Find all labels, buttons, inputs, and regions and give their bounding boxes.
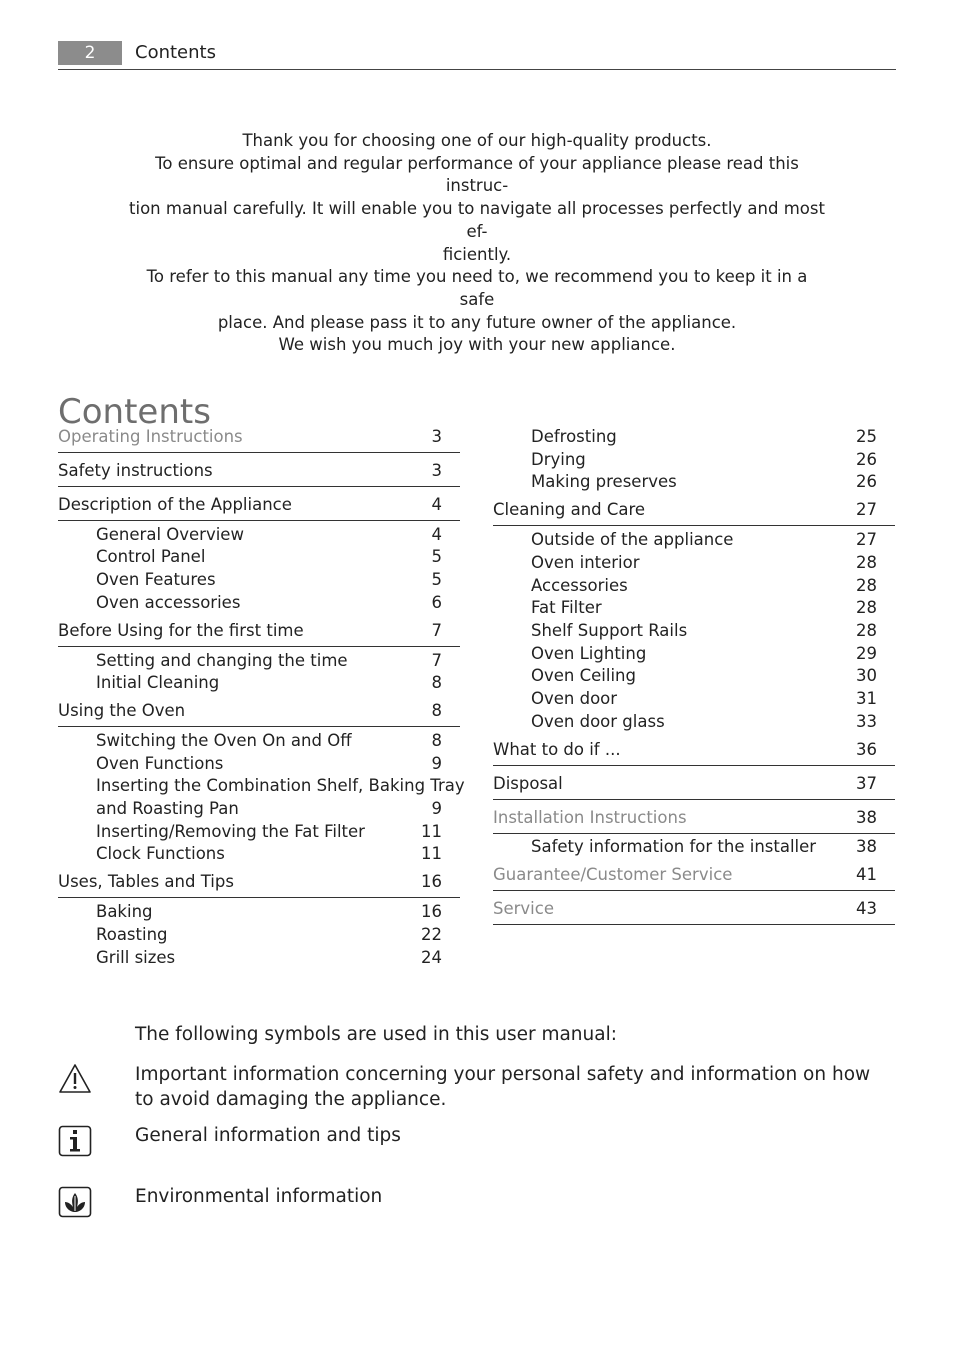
intro-line: To ensure optimal and regular performance of your appliance please read this instruc- — [155, 153, 799, 196]
toc-label: Defrosting — [531, 427, 617, 446]
toc-subentry — [531, 643, 877, 665]
page-header — [58, 41, 896, 70]
toc-page-number: 9 — [431, 799, 442, 818]
toc-subentry — [96, 775, 465, 797]
toc-subentry — [531, 688, 877, 710]
toc-subentry — [531, 529, 877, 551]
toc-page-number: 8 — [431, 701, 442, 721]
info-icon — [58, 1123, 92, 1157]
toc-page-number: 26 — [856, 472, 877, 492]
toc-page-number: 8 — [431, 730, 442, 750]
toc-page-number: 16 — [421, 872, 442, 892]
toc-subentry — [96, 947, 442, 969]
toc-page-number: 38 — [856, 807, 877, 827]
toc-page-number: 11 — [421, 821, 442, 841]
toc-page-number: 29 — [856, 643, 877, 663]
toc-label: Making preserves — [531, 472, 677, 492]
toc-divider — [58, 452, 460, 453]
toc-subentry — [96, 546, 442, 568]
intro-line: place. And please pass it to any future owner of the appliance. — [217, 312, 737, 332]
toc-page-number: 27 — [856, 500, 877, 520]
toc-section — [493, 499, 877, 521]
toc-label: Baking — [96, 902, 153, 922]
warning-triangle-icon — [58, 1062, 92, 1096]
toc-section — [58, 620, 442, 642]
toc-label: Drying — [531, 449, 586, 469]
toc-label: Oven accessories — [96, 592, 241, 612]
toc-page-number: 16 — [421, 902, 442, 922]
toc-page-number: 27 — [856, 530, 877, 550]
toc-page-number: 31 — [856, 689, 877, 708]
toc-label: Oven Features — [96, 570, 216, 590]
toc-subentry — [96, 650, 442, 672]
toc-subentry — [96, 524, 442, 546]
toc-subentry — [531, 426, 877, 448]
intro-line: Thank you for choosing one of our high-quality products. — [242, 131, 712, 150]
toc-subentry — [531, 575, 877, 597]
toc-label: Roasting — [96, 924, 168, 944]
environment-icon — [58, 1184, 92, 1218]
toc-label: Fat Filter — [531, 598, 602, 618]
toc-subentry — [96, 843, 442, 865]
toc-label: Setting and changing the time — [96, 650, 348, 670]
toc-divider — [493, 525, 895, 526]
toc-page-number: 38 — [856, 837, 877, 857]
toc-label: Using the Oven — [58, 701, 186, 721]
toc-page-number: 4 — [431, 495, 442, 514]
toc-divider — [493, 924, 895, 925]
toc-label: and Roasting Pan — [96, 799, 239, 818]
toc-heading — [493, 898, 877, 920]
toc-subentry — [96, 753, 442, 775]
toc-page-number: 25 — [856, 427, 877, 446]
toc-label: Description of the Appliance — [58, 495, 292, 514]
toc-subentry — [531, 471, 877, 493]
toc-label: What to do if ... — [493, 739, 621, 759]
toc-page-number: 24 — [421, 947, 442, 967]
toc-label: Initial Cleaning — [96, 673, 220, 693]
toc-page-number: 36 — [856, 739, 877, 759]
toc-page-number: 28 — [856, 575, 877, 595]
intro-text — [128, 130, 826, 357]
toc-label: Safety instructions — [58, 461, 213, 480]
toc-page-number: 6 — [431, 592, 442, 612]
toc-page-number: 43 — [856, 899, 877, 919]
toc-label: Outside of the appliance — [531, 530, 734, 550]
toc-section — [58, 460, 442, 482]
toc-page-number: 30 — [856, 666, 877, 686]
toc-section — [493, 739, 877, 761]
toc-label: Control Panel — [96, 547, 206, 567]
toc-label: Installation Instructions — [493, 807, 687, 827]
toc-subentry — [96, 798, 442, 820]
toc-label: Grill sizes — [96, 947, 176, 967]
toc-subentry — [531, 836, 877, 858]
toc-divider — [58, 897, 460, 898]
toc-label: Oven Ceiling — [531, 666, 636, 686]
toc-divider — [493, 765, 895, 766]
toc-label: Oven interior — [531, 552, 640, 572]
toc-divider — [58, 520, 460, 521]
toc-section — [58, 700, 442, 722]
toc-subentry — [531, 449, 877, 471]
toc-label: Inserting/Removing the Fat Filter — [96, 821, 365, 841]
toc-subentry — [96, 924, 442, 946]
toc-divider — [493, 799, 895, 800]
toc-label: Disposal — [493, 773, 563, 793]
toc-section — [58, 494, 442, 516]
toc-subentry — [531, 665, 877, 687]
toc-label: Oven door — [531, 689, 618, 708]
toc-subentry — [96, 821, 442, 843]
toc-subentry — [531, 711, 877, 733]
toc-page-number: 28 — [856, 620, 877, 640]
toc-subentry — [531, 620, 877, 642]
toc-section — [58, 871, 442, 893]
toc-label: Operating Instructions — [58, 427, 243, 446]
intro-line: ficiently. — [442, 244, 512, 264]
toc-page-number: 28 — [856, 552, 877, 572]
toc-label: Before Using for the first time — [58, 620, 304, 640]
toc-subentry — [531, 552, 877, 574]
toc-page-number: 33 — [856, 711, 877, 731]
toc-label: Accessories — [531, 575, 628, 595]
contents-title: Contents — [58, 391, 211, 432]
toc-label: Shelf Support Rails — [531, 620, 688, 640]
toc-page-number: 22 — [421, 924, 442, 944]
toc-page-number: 26 — [856, 449, 877, 469]
toc-section — [493, 773, 877, 795]
toc-page-number: 7 — [431, 620, 442, 640]
intro-line: To refer to this manual any time you need to, we recommend you to keep it in a safe — [146, 267, 808, 309]
symbol-text-warning: Important information concerning your personal safety and information on how to avoid damaging the appliance. — [135, 1064, 871, 1110]
toc-page-number: 3 — [431, 461, 442, 480]
toc-page-number: 4 — [431, 524, 442, 544]
toc-label: Service — [493, 899, 554, 919]
toc-label: Oven Lighting — [531, 643, 647, 663]
toc-heading — [58, 426, 442, 448]
toc-subentry — [96, 672, 442, 694]
toc-label: Cleaning and Care — [493, 500, 646, 520]
toc-subentry — [96, 592, 442, 614]
toc-page-number: 8 — [431, 673, 442, 693]
toc-page-number: 9 — [431, 753, 442, 773]
page-number: 2 — [58, 41, 122, 65]
toc-subentry — [531, 597, 877, 619]
symbols-intro: The following symbols are used in this user manual: — [135, 1024, 617, 1045]
toc-label: Uses, Tables and Tips — [58, 872, 234, 892]
toc-label: Oven Functions — [96, 753, 224, 773]
toc-page-number: 7 — [431, 650, 442, 670]
toc-label: Oven door glass — [531, 711, 665, 731]
toc-subentry — [96, 730, 442, 752]
toc-divider — [493, 890, 895, 891]
toc-subentry — [96, 901, 442, 923]
toc-page-number: 3 — [431, 427, 442, 446]
toc-divider — [58, 646, 460, 647]
toc-heading — [493, 807, 877, 829]
toc-label: Guarantee/Customer Service — [493, 865, 733, 885]
toc-page-number: 5 — [431, 570, 442, 590]
toc-label: Safety information for the installer — [531, 837, 817, 857]
toc-page-number: 28 — [856, 598, 877, 618]
toc-divider — [58, 486, 460, 487]
toc-label: Clock Functions — [96, 844, 225, 864]
symbol-text-info: General information and tips — [135, 1125, 401, 1146]
toc-heading — [493, 864, 877, 886]
toc-divider — [493, 833, 895, 834]
toc-page-number: 37 — [856, 773, 877, 793]
toc-label: Inserting the Combination Shelf, Baking Tray — [96, 776, 465, 796]
toc-page-number: 5 — [431, 547, 442, 567]
toc-page-number: 11 — [421, 844, 442, 864]
intro-line: tion manual carefully. It will enable you to navigate all processes perfectly and most ef- — [129, 199, 825, 241]
header-title: Contents — [135, 42, 216, 63]
toc-subentry — [96, 569, 442, 591]
symbol-text-environment: Environmental information — [135, 1186, 383, 1207]
toc-divider — [58, 726, 460, 727]
toc-label: Switching the Oven On and Off — [96, 730, 352, 750]
toc-label: General Overview — [96, 524, 244, 544]
toc-page-number: 41 — [856, 865, 877, 885]
intro-line: We wish you much joy with your new appliance. — [278, 335, 676, 355]
